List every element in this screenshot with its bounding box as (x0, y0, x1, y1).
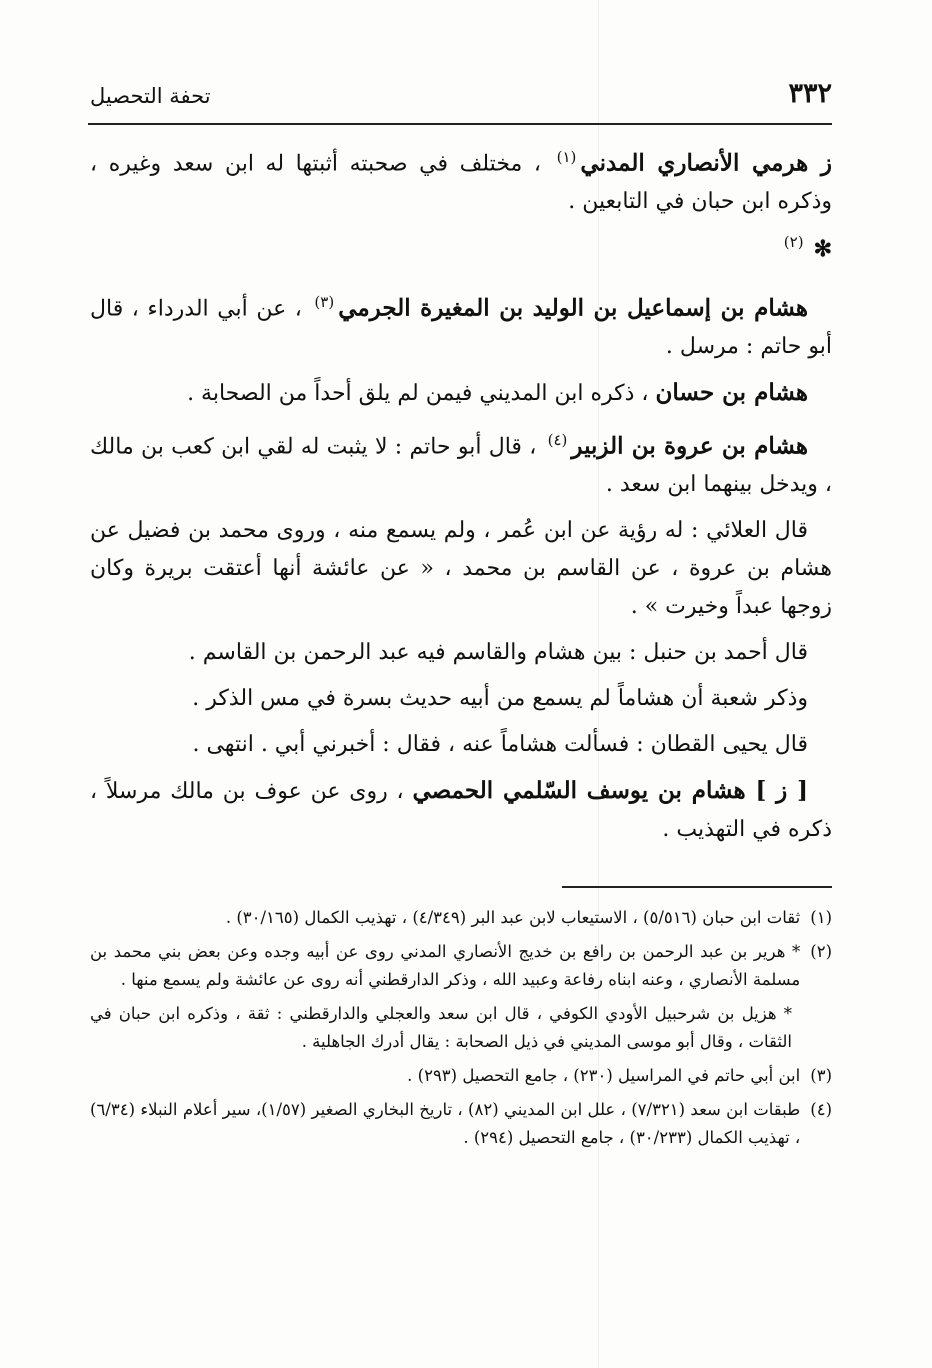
entry-name: هشام بن إسماعيل بن الوليد بن المغيرة الجرمي (338, 293, 809, 321)
paragraph-qattan: قال يحيى القطان : فسألت هشاماً عنه ، فقال : أخبرني أبي . انتهى . (192, 732, 808, 758)
footnote-1 (90, 904, 832, 932)
entry-hisham-yusuf (90, 772, 832, 849)
entry-text: ، مختلف في صحبته أثبتها له ابن سعد وغيره ، وذكره ابن حبان في التابعين . (90, 151, 832, 215)
entry-text: ، ذكره ابن المديني فيمن لم يلق أحداً من الصحابة . (187, 380, 649, 406)
footnote-separator (562, 886, 832, 888)
running-title: تحفة التحصيل (90, 84, 211, 108)
footnote-ref: (٢) (783, 233, 804, 252)
paragraph-ahmad: قال أحمد بن حنبل : بين هشام والقاسم فيه عبد الرحمن بن القاسم . (188, 640, 808, 666)
footnotes (90, 904, 832, 1158)
paragraph-alai: قال العلائي : له رؤية عن ابن عُمر ، ولم يسمع منه ، وروى محمد بن فضيل عن هشام بن عروة ، عن القاسم بن محمد ، « عن عائشة أنها أعتقت بريرة وكان زوجها عبداً وخيرت » . (90, 518, 832, 620)
footnote-ref: (١) (556, 148, 577, 166)
footnote-2-sub: * هزيل بن شرحبيل الأودي الكوفي ، قال ابن سعد والعجلي والدارقطني : ثقة ، وذكره ابن حبان في الثقات ، وقال أبو موسى المديني في ذيل الصحابة : يقال أدرك الجاهلية . (90, 1004, 792, 1051)
footnote-4 (90, 1096, 832, 1152)
header-rule (88, 123, 832, 125)
footnote-text: ابن أبي حاتم في المراسيل (٢٣٠) ، جامع التحصيل (٢٩٣) . (407, 1066, 801, 1085)
footnote-3 (90, 1062, 832, 1090)
footnote-text: ثقات ابن حبان (٥/٥١٦) ، الاستيعاب لابن عبد البر (٤/٣٤٩) ، تهذيب الكمال (٣٠/١٦٥) . (225, 908, 801, 927)
page-header (90, 78, 832, 118)
footnote-ref: (٤) (547, 430, 568, 449)
paragraph-shuba: وذكر شعبة أن هشاماً لم يسمع من أبيه حديث بسرة في مس الذكر . (192, 686, 808, 712)
entry-name: ز هرمي الأنصاري المدني (580, 149, 832, 177)
footnote-text: * هرير بن عبد الرحمن بن رافع بن خديج الأنصاري المدني روى عن أبيه وجده وعن بعض بني محمد بن مسلمة الأنصاري ، وعنه ابناه رفاعة وعبيد الله ، وذكر الدارقطني أنه روى عن عائشة ولم يسمع منها . (90, 942, 801, 989)
asterisk-icon: ✻ (813, 235, 832, 262)
entry-text: ، روى عن عوف بن مالك مرسلاً ، ذكره في التهذيب . (90, 779, 832, 843)
footnote-2 (90, 938, 832, 994)
entry-hisham-ismail (90, 283, 832, 366)
entry-name: [ ز ] هشام بن يوسف السّلمي الحمصي (412, 777, 808, 805)
footnote-number: (٢) (810, 942, 832, 961)
footnote-text: طبقات ابن سعد (٧/٣٢١) ، علل ابن المديني (٨٢) ، تاريخ البخاري الصغير (١/٥٧)، سير أعلام النبلاء (٦/٣٤) ، تهذيب الكمال (٣٠/٢٣٣) ، جامع التحصيل (٢٩٤) . (90, 1100, 801, 1147)
entry-harmi (90, 138, 832, 221)
entry-hisham-hassan (90, 374, 832, 413)
page-number: ٣٣٢ (788, 78, 832, 109)
entry-name: هشام بن عروة بن الزبير (571, 432, 808, 460)
footnote-number: (٤) (810, 1100, 832, 1119)
footnote-ref: (٣) (314, 292, 335, 311)
entry-name: هشام بن حسان (655, 378, 808, 406)
star-footnote-marker (90, 223, 832, 268)
main-text (90, 138, 832, 857)
entry-hisham-urwa (90, 421, 832, 504)
entry-text: ، قال أبو حاتم : لا يثبت له لقي ابن كعب بن مالك ، ويدخل بينهما ابن سعد . (90, 434, 832, 498)
entry-text: ، عن أبي الدرداء ، قال أبو حاتم : مرسل . (90, 295, 832, 359)
footnote-number: (١) (810, 908, 832, 927)
footnote-number: (٣) (810, 1066, 832, 1085)
